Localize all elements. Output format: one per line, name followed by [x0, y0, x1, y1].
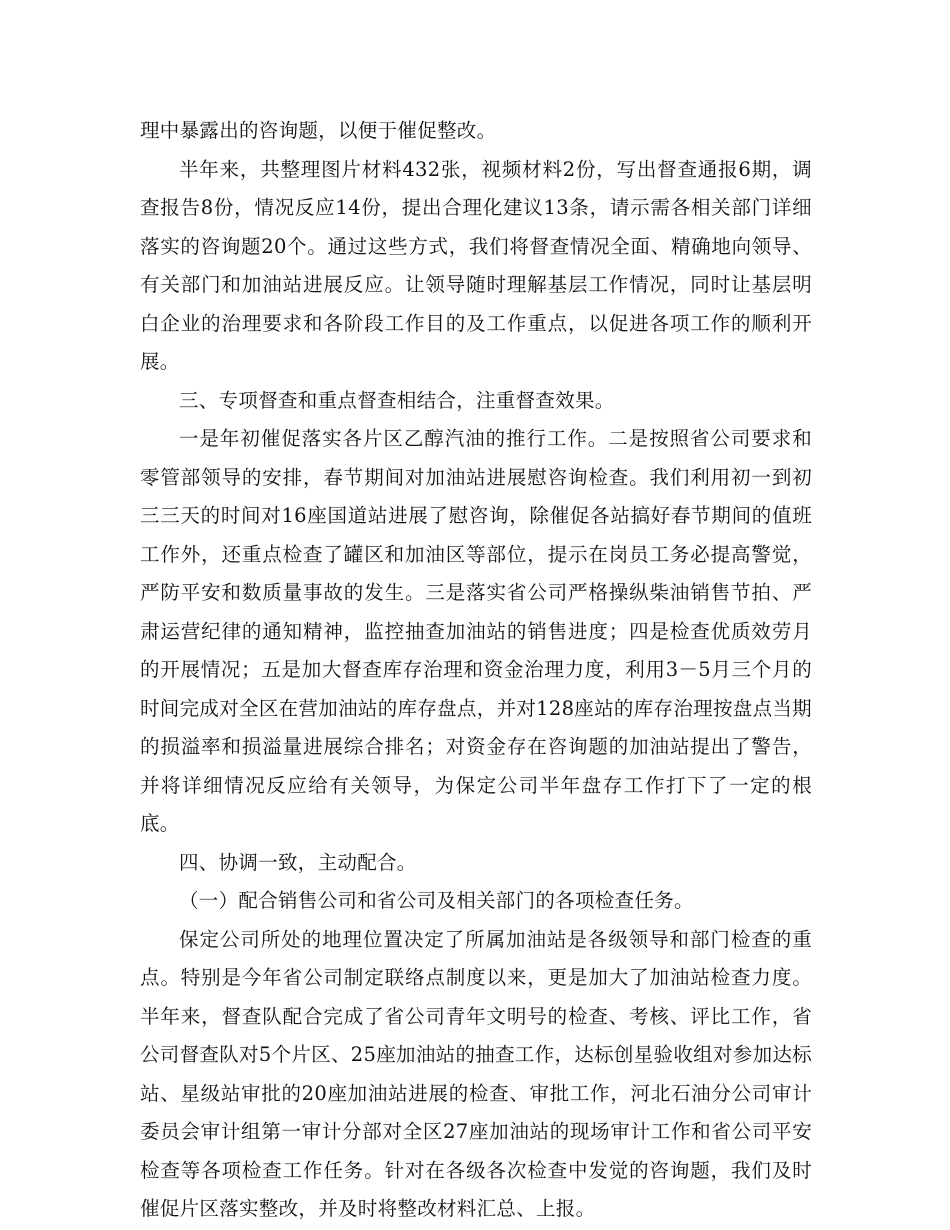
paragraph-cooperation: 保定公司所处的地理位置决定了所属加油站是各级领导和部门检查的重点。特别是今年省公司制定联络点制度以来，更是加大了加油站检查力度。半年来，督查队配合完成了省公司青年文明号的检查、考核、评比工作，省公司督查队对5个片区、25座加油站的抽查工作，达标创星验收组对参加达标站、星级站审批的20座加油站进展的检查、审批工作，河北石油分公司审计委员会审计组第一审计分部对全区27座加油站的现场审计工作和省公司平安检查等各项检查工作任务。针对在各级各次检查中发觉的咨询题，我们及时催促片区落实整改，并及时将整改材料汇总、上报。	[140, 927, 812, 1220]
paragraph-half-year-summary: 半年来，共整理图片材料432张，视频材料2份，写出督查通报6期，调查报告8份，情况反应14份，提出合理化建议13条，请示需各相关部门详细落实的咨询题20个。通过这些方式，我们将督查情况全面、精确地向领导、有关部门和加油站进展反应。让领导随时理解基层工作情况，同时让基层明白企业的治理要求和各阶段工作目的及工作重点，以促进各项工作的顺利开展。	[140, 157, 812, 373]
paragraph-continuation: 理中暴露出的咨询题，以便于催促整改。	[140, 119, 497, 142]
section-heading-three: 三、专项督查和重点督查相结合，注重督查效果。	[179, 388, 615, 412]
section-heading-four: 四、协调一致，主动配合。	[179, 850, 417, 874]
subsection-heading-one: （一）配合销售公司和省公司及相关部门的各项检查任务。	[179, 889, 694, 912]
paragraph-special-inspection: 一是年初催促落实各片区乙醇汽油的推行工作。二是按照省公司要求和零管部领导的安排，春节期间对加油站进展慰咨询检查。我们利用初一到初三三天的时间对16座国道站进展了慰咨询，除催促各站搞好春节期间的值班工作外，还重点检查了罐区和加油区等部位，提示在岗员工务必提高警觉，严防平安和数质量事故的发生。三是落实省公司严格操纵柴油销售节拍、严肃运营纪律的通知精神，监控抽查加油站的销售进度；四是检查优质效劳月的开展情况；五是加大督查库存治理和资金治理力度，利用3－5月三个月的时间完成对全区在营加油站的库存盘点，并对128座站的库存治理按盘点当期的损溢率和损溢量进展综合排名；对资金存在咨询题的加油站提出了警告，并将详细情况反应给有关领导，为保定公司半年盘存工作打下了一定的根底。	[140, 427, 812, 835]
document-body	[140, 112, 812, 1229]
